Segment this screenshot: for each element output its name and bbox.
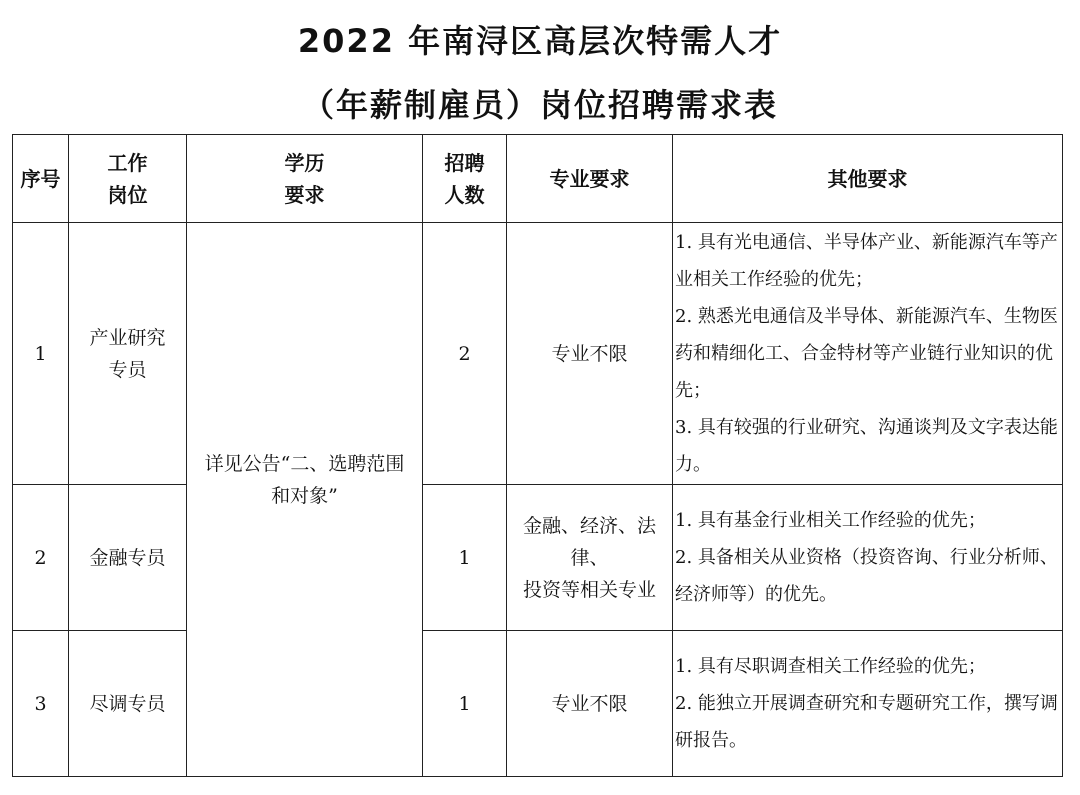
header-row: [13, 135, 1063, 223]
header-count-line1: 招聘: [444, 150, 485, 175]
row-count: 2: [423, 223, 507, 485]
row-count: 1: [423, 631, 507, 777]
header-position: [69, 135, 187, 223]
header-position-line1: 工作: [107, 150, 148, 175]
requirement-item: 3. 具有较强的行业研究、沟通谈判及文字表达能力。: [675, 417, 1058, 475]
header-seq: 序号: [13, 135, 69, 223]
row-seq: 1: [13, 223, 69, 485]
page-title-line1: 2022 年南浔区高层次特需人才: [297, 22, 783, 60]
row-seq: 3: [13, 631, 69, 777]
row-major: [507, 485, 673, 631]
row-position-line1: 产业研究: [89, 326, 166, 349]
header-count: [423, 135, 507, 223]
row-position-line2: 专员: [108, 358, 147, 381]
header-education-line1: 学历: [284, 150, 325, 175]
header-major: 专业要求: [507, 135, 673, 223]
header-count-line2: 人数: [444, 182, 485, 207]
header-position-line2: 岗位: [107, 182, 148, 207]
row-major-line1: 金融、经济、法律、: [522, 514, 656, 569]
shared-education-cell: [187, 223, 423, 777]
row-other-requirements: [673, 485, 1063, 631]
header-other: 其他要求: [673, 135, 1063, 223]
row-position: 金融专员: [69, 485, 187, 631]
education-line1: 详见公告“二、选聘范围: [204, 452, 405, 475]
requirement-item: 2. 能独立开展调查研究和专题研究工作，撰写调研报告。: [675, 693, 1058, 751]
table-row: [13, 485, 1063, 631]
row-seq: 2: [13, 485, 69, 631]
requirement-item: 2. 具备相关从业资格（投资咨询、行业分析师、经济师等）的优先。: [675, 547, 1058, 605]
row-other-requirements: [673, 223, 1063, 485]
page-title-line2: （年薪制雇员）岗位招聘需求表: [301, 86, 778, 124]
requirement-item: 1. 具有光电通信、半导体产业、新能源汽车等产业相关工作经验的优先；: [675, 232, 1058, 290]
row-major: 专业不限: [507, 631, 673, 777]
requirement-item: 1. 具有尽职调查相关工作经验的优先；: [675, 656, 986, 677]
row-count: 1: [423, 485, 507, 631]
row-other-requirements: [673, 631, 1063, 777]
row-major-line2: 投资等相关专业: [522, 578, 656, 601]
table-row: [13, 631, 1063, 777]
requirement-item: 2. 熟悉光电通信及半导体、新能源汽车、生物医药和精细化工、合金特材等产业链行业知识的优先；: [675, 306, 1058, 401]
requirement-item: 1. 具有基金行业相关工作经验的优先；: [675, 510, 986, 531]
row-position: 尽调专员: [69, 631, 187, 777]
table-row: [13, 223, 1063, 485]
header-education-line2: 要求: [284, 182, 325, 207]
header-education: [187, 135, 423, 223]
row-position: [69, 223, 187, 485]
row-major: 专业不限: [507, 223, 673, 485]
education-line2: 和对象”: [271, 484, 338, 507]
recruitment-table: [12, 134, 1063, 777]
